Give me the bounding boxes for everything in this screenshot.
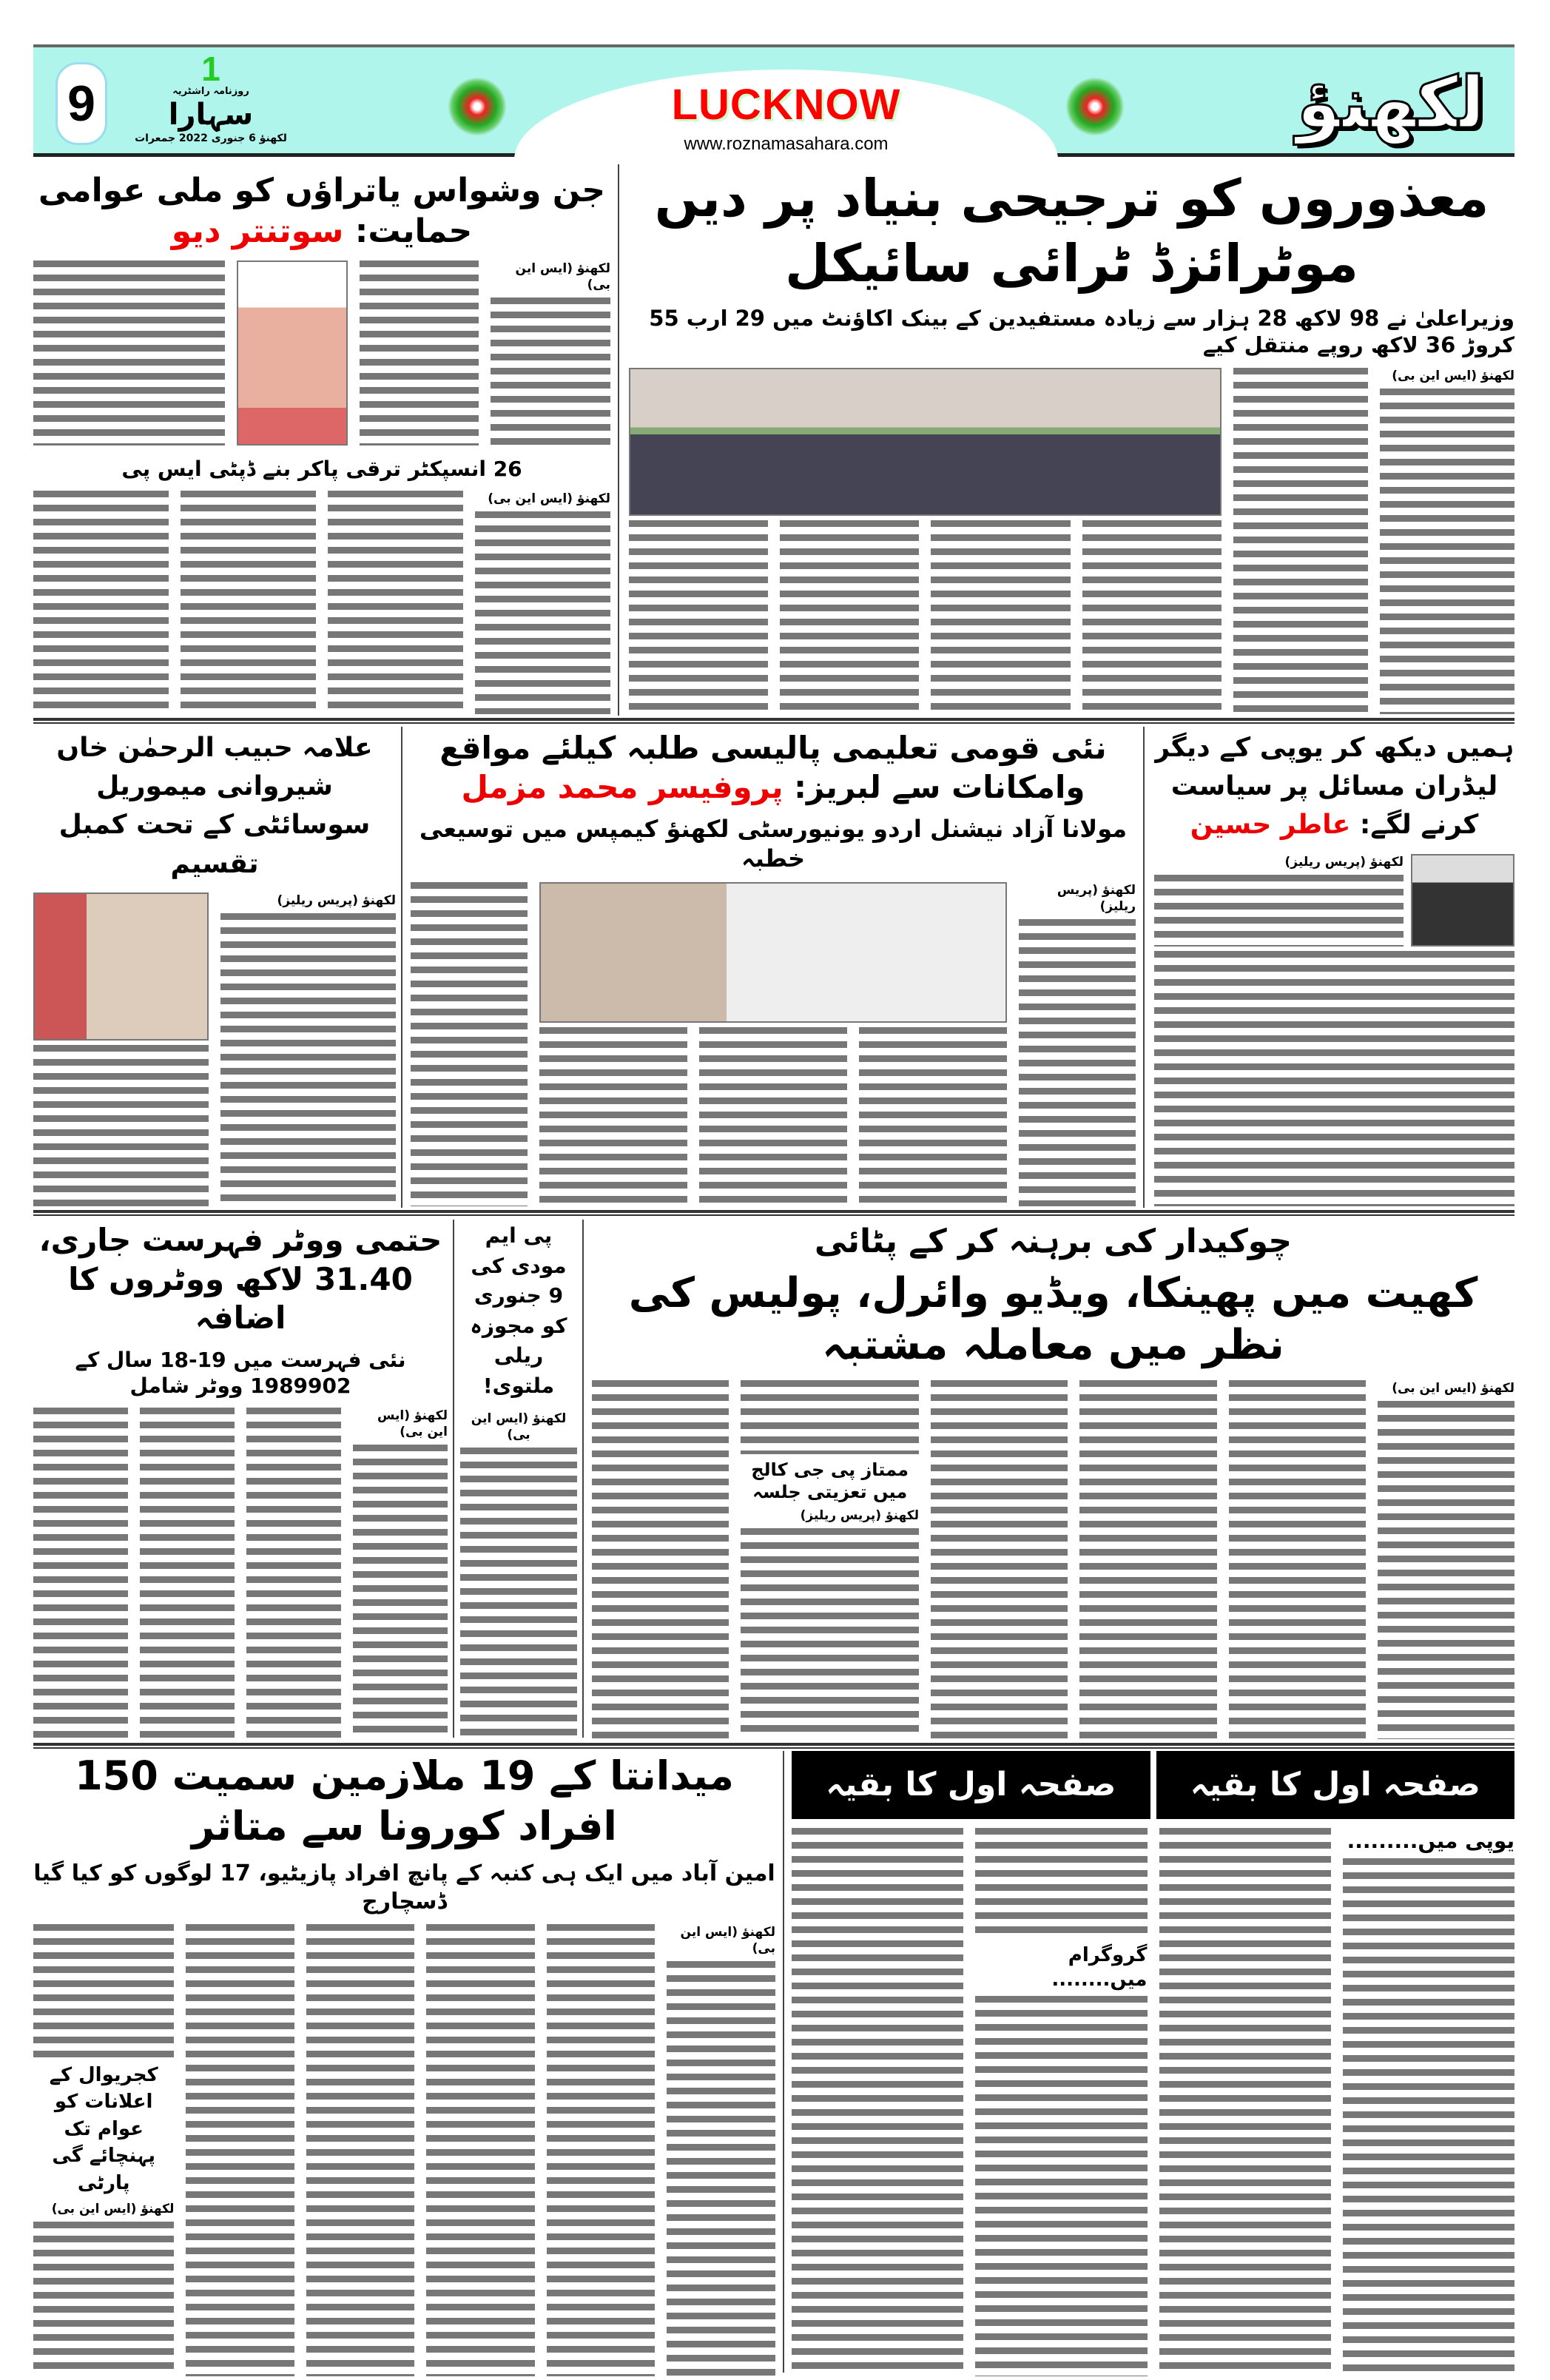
event-photo	[539, 882, 1007, 1023]
text-column	[460, 1448, 577, 1739]
story-body	[1019, 882, 1136, 1206]
story-body	[220, 892, 396, 1206]
section-divider	[33, 1743, 1514, 1749]
story-body	[33, 491, 169, 714]
blanket-story	[33, 729, 396, 1206]
text-column	[181, 491, 316, 714]
continuation-item-gurugram: گروگرام میں........	[1051, 1944, 1148, 1991]
story-headline: ہمیں دیکھ کر یوپی کے دیگر لیڈران مسائل پر سیاست کرنے لگے:	[1154, 733, 1514, 841]
inner-headline: ممتاز پی جی کالج میں تعزیتی جلسہ	[751, 1459, 909, 1502]
story-headline: حتمی ووٹر فہرست جاری، 31.40 لاکھ ووٹروں کا اضافہ	[38, 1222, 442, 1336]
text-column	[33, 260, 225, 446]
section-divider	[33, 718, 1514, 724]
story-subheadline: 26 انسپکٹر ترقی پاکر بنے ڈپٹی ایس پی	[121, 457, 522, 481]
dateline: لکھنؤ (پریس ریلیز)	[800, 1508, 920, 1523]
text-column	[1079, 1380, 1216, 1739]
story-body	[931, 1380, 1068, 1739]
text-column	[741, 1528, 919, 1739]
voters-story	[33, 1221, 448, 1739]
text-column	[1378, 1401, 1514, 1739]
text-column	[328, 491, 463, 714]
text-column	[975, 1828, 1147, 1939]
dateline: لکھنؤ (ایس این بی)	[471, 1411, 567, 1442]
story-body	[33, 260, 225, 446]
section-divider	[33, 1210, 1514, 1216]
masthead	[33, 44, 1514, 157]
text-column	[186, 1924, 294, 2376]
text-column	[1154, 951, 1514, 1206]
story-subheadline: نئی فہرست میں 19-18 سال کے 1989902 ووٹر شامل	[75, 1347, 406, 1398]
dateline: لکھنؤ (پریس ریلیز)	[1057, 883, 1136, 914]
text-column	[353, 1445, 448, 1740]
story-body	[181, 491, 316, 714]
corona-story	[33, 1751, 775, 2376]
story-kicker: چوکیدار کی برہنہ کر کے پٹائی	[814, 1223, 1293, 1260]
anniversary-mark: 1	[201, 50, 220, 88]
story-body	[975, 1828, 1147, 2376]
story-headline: پی ایم مودی کی 9 جنوری کو مجوزہ ریلی ملتوی!	[470, 1223, 567, 1398]
atir-story	[1154, 729, 1514, 1206]
sub-story-body	[33, 491, 610, 714]
portrait-photo	[237, 260, 348, 446]
story-body	[353, 1408, 448, 1740]
text-column	[33, 1408, 128, 1740]
story-body	[33, 1408, 128, 1740]
story-body	[1154, 854, 1404, 947]
story-body	[792, 1828, 963, 2376]
story-body	[475, 491, 610, 714]
story-body	[33, 892, 396, 1206]
swatantra-story	[33, 170, 610, 714]
starburst-icon	[1065, 77, 1125, 136]
text-column	[931, 520, 1070, 715]
newspaper-logo	[129, 52, 292, 152]
story-body	[328, 491, 463, 714]
story-body	[1154, 854, 1514, 1206]
story-body	[539, 1027, 1007, 1206]
story-body	[411, 882, 528, 1206]
story-body	[1380, 368, 1514, 715]
dateline: لکھنؤ (ایس این بی)	[680, 1925, 775, 1956]
column-divider	[783, 1751, 784, 2373]
text-column	[667, 1961, 775, 2376]
story-body	[360, 260, 479, 446]
dateline: لکھنؤ (ایس این بی)	[1392, 1381, 1514, 1396]
dateline: لکھنؤ (ایس این بی)	[377, 1408, 448, 1439]
dateline: لکھنؤ (ایس این بی)	[1392, 368, 1514, 383]
story-body	[792, 1828, 1514, 2376]
edition-city-urdu: لکھنؤ	[1296, 61, 1485, 144]
text-column	[592, 1380, 729, 1739]
text-column	[547, 1924, 656, 2376]
modi-story	[460, 1221, 577, 1739]
lead-story	[629, 167, 1514, 714]
text-column	[491, 298, 610, 446]
text-column	[360, 260, 479, 446]
text-column	[33, 491, 169, 714]
story-headline: علامہ حبیب الرحمٰن خاں شیروانی میموریل سوسائٹی کے تحت کمبل تقسیم	[56, 733, 373, 879]
story-body	[33, 1408, 448, 1740]
text-column	[246, 1408, 341, 1740]
text-column	[140, 1408, 235, 1740]
story-body	[426, 1924, 535, 2376]
lead-body	[629, 368, 1514, 715]
text-column	[475, 511, 610, 714]
dateline: لکھنؤ (ایس این بی)	[51, 2201, 175, 2216]
story-body	[547, 1924, 656, 2376]
story-body	[1343, 1828, 1514, 2376]
story-body	[1378, 1380, 1514, 1739]
starburst-icon	[448, 77, 507, 136]
text-column	[1019, 919, 1136, 1206]
story-body	[539, 882, 1007, 1206]
continuation-banner: صفحہ اول کا بقیہ	[1156, 1751, 1515, 1819]
text-column	[33, 1924, 174, 2057]
continuation-item-up: یوپی میں.........	[1347, 1829, 1514, 1853]
text-column	[539, 1027, 687, 1206]
column-divider	[582, 1220, 584, 1738]
headline-name: سوتنتر دیو	[171, 212, 344, 250]
story-body	[1233, 368, 1368, 715]
story-body	[667, 1924, 775, 2376]
column-divider	[1143, 727, 1145, 1208]
story-body	[33, 892, 209, 1206]
text-column	[1233, 368, 1368, 715]
text-column	[792, 1828, 963, 2376]
story-body	[592, 1380, 1514, 1739]
inner-headline: کجریوال کے اعلانات کو عوام تک پہنچائے گی پارٹی	[49, 2064, 158, 2194]
story-body	[629, 520, 1222, 715]
lead-subheadline: وزیراعلیٰ نے 98 لاکھ 28 ہزار سے زیادہ مستفیدین کے بینک اکاؤنٹ میں 29 ارب 55 کروڑ 36 لاکھ روپے منتقل کیے	[649, 306, 1514, 358]
portrait-photo	[1411, 854, 1514, 947]
column-divider	[453, 1220, 454, 1738]
text-column	[1343, 1858, 1514, 2376]
text-column	[33, 1045, 209, 1206]
lead-photo	[629, 368, 1222, 516]
issue-date: لکھنؤ 6 جنوری 2022 جمعرات	[135, 132, 287, 144]
text-column	[1154, 875, 1404, 947]
text-column	[306, 1924, 415, 2376]
chowkidar-story	[592, 1221, 1514, 1739]
edition-dome	[514, 70, 1058, 160]
text-column	[699, 1027, 847, 1206]
education-story	[411, 729, 1136, 1206]
story-body	[186, 1924, 294, 2376]
column-divider	[401, 727, 402, 1208]
story-body	[33, 1924, 174, 2376]
text-column	[1380, 389, 1514, 715]
website-link[interactable]: www.roznamasahara.com	[684, 134, 889, 154]
story-headline: جن وشواس یاتراؤں کو ملی عوامی حمایت:	[38, 172, 606, 250]
story-body	[460, 1448, 577, 1739]
text-column	[1229, 1380, 1366, 1739]
story-body	[460, 1448, 577, 1739]
story-headline: میدانتا کے 19 ملازمین سمیت 150 افراد کورونا سے متاثر	[75, 1752, 734, 1849]
story-body	[306, 1924, 415, 2376]
dateline: لکھنؤ (پریس ریلیز)	[277, 892, 396, 908]
lead-headline: معذوروں کو ترجیحی بنیاد پر دیں موٹرائزڈ ٹرائی سائیکل	[654, 168, 1489, 294]
edition-city-english: LUCKNOW	[671, 81, 901, 129]
story-body	[491, 260, 610, 446]
story-subheadline: مولانا آزاد نیشنل اردو یونیورسٹی لکھنؤ کیمپس میں توسیعی خطبہ	[419, 815, 1128, 873]
text-column	[975, 1996, 1147, 2376]
text-column	[411, 882, 528, 1206]
story-body	[33, 1924, 775, 2376]
continuation-section	[792, 1751, 1514, 2376]
text-column	[33, 2222, 174, 2376]
story-subheadline: امین آباد میں ایک ہی کنبہ کے پانچ افراد پازیٹیو، 17 لوگوں کو کیا گیا ڈسچارج	[33, 1860, 775, 1915]
text-column	[629, 520, 768, 715]
story-body	[629, 368, 1222, 715]
story-body	[411, 882, 1136, 1206]
story-body	[33, 260, 610, 446]
story-body	[140, 1408, 235, 1740]
text-column	[426, 1924, 535, 2376]
text-column	[220, 913, 396, 1206]
dateline: لکھنؤ (ایس این بی)	[488, 491, 610, 506]
headline-name: پروفیسر محمد مزمل	[461, 768, 784, 805]
text-column	[780, 520, 919, 715]
dateline: لکھنؤ (ایس این بی)	[515, 261, 610, 292]
logo-name: سہارا	[168, 98, 254, 132]
story-body	[1079, 1380, 1216, 1739]
continuation-banner: صفحہ اول کا بقیہ	[792, 1751, 1150, 1819]
story-body	[592, 1380, 729, 1739]
dateline: لکھنؤ (پریس ریلیز)	[1284, 854, 1404, 870]
event-photo	[33, 892, 209, 1041]
story-body	[246, 1408, 341, 1740]
column-divider	[618, 164, 619, 716]
story-body	[741, 1380, 919, 1739]
story-body	[1154, 854, 1514, 1206]
text-column	[1159, 1828, 1331, 2376]
story-headline: نئی قومی تعلیمی پالیسی طلبہ کیلئے مواقع وامکانات سے لبریز:	[439, 730, 1107, 805]
story-body	[1229, 1380, 1366, 1739]
headline-name: عاطر حسین	[1190, 810, 1351, 841]
text-column	[741, 1380, 919, 1454]
text-column	[1082, 520, 1222, 715]
text-column	[859, 1027, 1007, 1206]
page-number: 9	[55, 62, 107, 145]
story-body	[1159, 1828, 1331, 2376]
story-headline: کھیت میں پھینکا، ویڈیو وائرل، پولیس کی نظر میں معاملہ مشتبہ	[628, 1269, 1478, 1369]
text-column	[931, 1380, 1068, 1739]
logo-tagline: روزنامہ راشٹریہ	[172, 86, 249, 97]
